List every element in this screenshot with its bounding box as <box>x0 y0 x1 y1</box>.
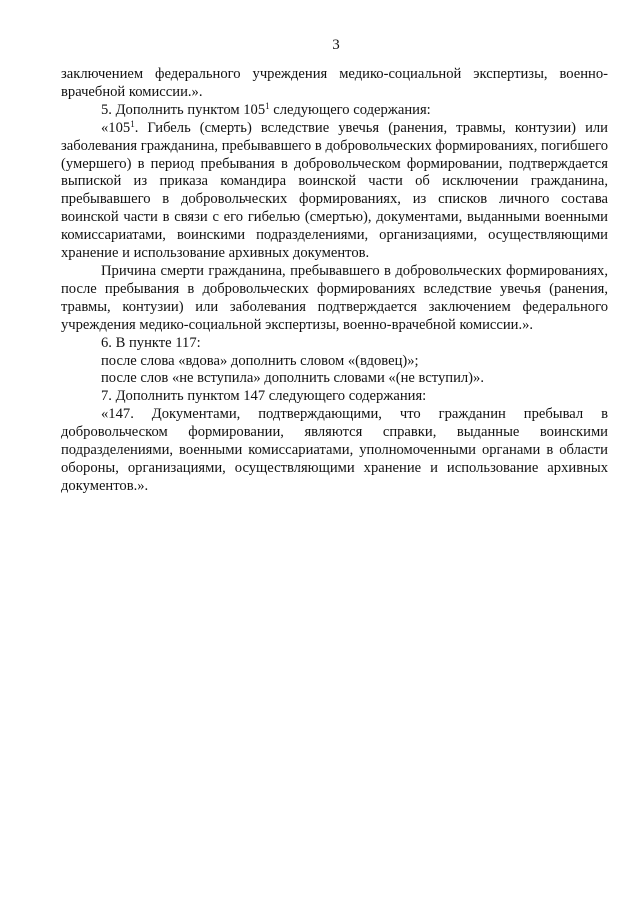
paragraph-clause-105-1 <box>61 120 608 263</box>
clause-105-1-text: . Гибель (смерть) вследствие увечья (ранения, травмы, контузии) или заболевания гражданина, пребывавшего в добровольческих формированиях, погибшего (умершего) в период пребывания в добровольческом формировании, подтверждается выпиской из приказа командира воинской части об исключении гражданина, пребывавшего в добровольческих формированиях, из списков личного состава воинской части в связи с его гибелью (смертью), документами, выданными военными комиссариатами, воинскими подразделениями, организациями, осуществляющими хранение и использование архивных документов. <box>61 119 608 262</box>
page-number: 3 <box>332 37 340 53</box>
paragraph-amendment-widow: после слова «вдова» дополнить словом «(вдовец)»; <box>101 352 419 369</box>
paragraph-item-7: 7. Дополнить пунктом 147 следующего содержания: <box>101 388 427 405</box>
paragraph-item-5 <box>61 102 608 120</box>
paragraph-continuation: заключением федерального учреждения медико-социальной экспертизы, военно-врачебной комиссии.». <box>61 66 608 100</box>
paragraph-item-6: 6. В пункте 117: <box>101 334 201 351</box>
paragraph-amendment-not-married: после слов «не вступила» дополнить словами «(не вступил)». <box>101 370 484 387</box>
paragraph-clause-147: «147. Документами, подтверждающими, что гражданин пребывал в добровольческом формировании, являются справки, выданные воинскими подразделениями, военными комиссариатами, уполномоченными органами в области обороны, организациями, осуществляющими хранение и использование архивных документов.». <box>61 406 608 494</box>
clause-105-1-number: «105 <box>101 119 131 136</box>
clause-105-1-superscript: 1 <box>130 118 135 129</box>
item-5-superscript: 1 <box>265 100 270 111</box>
document-body <box>61 66 608 496</box>
item-5-text-start: 5. Дополнить пунктом 105 <box>101 101 266 118</box>
paragraph-cause-of-death: Причина смерти гражданина, пребывавшего в добровольческих формированиях, после пребывания в добровольческих формированиях вследствие увечья (ранения, травмы, контузии) или заболевания подтверждается заключением федерального учреждения медико-социальной экспертизы, военно-врачебной комиссии.». <box>61 262 608 333</box>
item-5-text-end: следующего содержания: <box>269 101 431 118</box>
